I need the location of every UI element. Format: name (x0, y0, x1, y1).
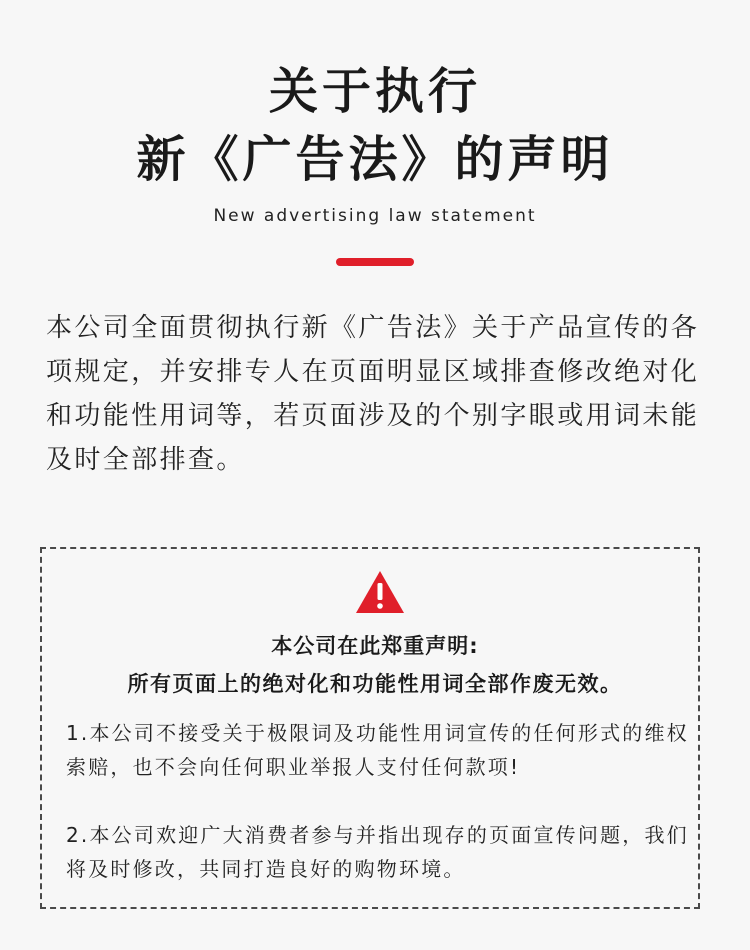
accent-divider (336, 258, 414, 266)
warning-triangle-icon (355, 570, 405, 614)
notice-heading-line2: 所有页面上的绝对化和功能性用词全部作废无效。 (127, 672, 623, 696)
page-title-line1: 关于执行 (268, 63, 481, 120)
page-title-line2: 新《广告法》的声明 (136, 131, 614, 188)
page-subtitle: New advertising law statement (213, 206, 537, 226)
intro-paragraph: 本公司全面贯彻执行新《广告法》关于产品宣传的各项规定，并安排专人在页面明显区域排查修改绝对化和功能性用词等，若页面涉及的个别字眼或用词未能及时全部排查。 (46, 313, 700, 475)
notice-item-1: 1.本公司不接受关于极限词及功能性用词宣传的任何形式的维权索赔，也不会向任何职业举报人支付任何款项! (66, 721, 689, 779)
notice-item-2: 2.本公司欢迎广大消费者参与并指出现存的页面宣传问题，我们将及时修改，共同打造良好的购物环境。 (66, 823, 689, 881)
notice-heading-line1: 本公司在此郑重声明: (271, 634, 479, 658)
